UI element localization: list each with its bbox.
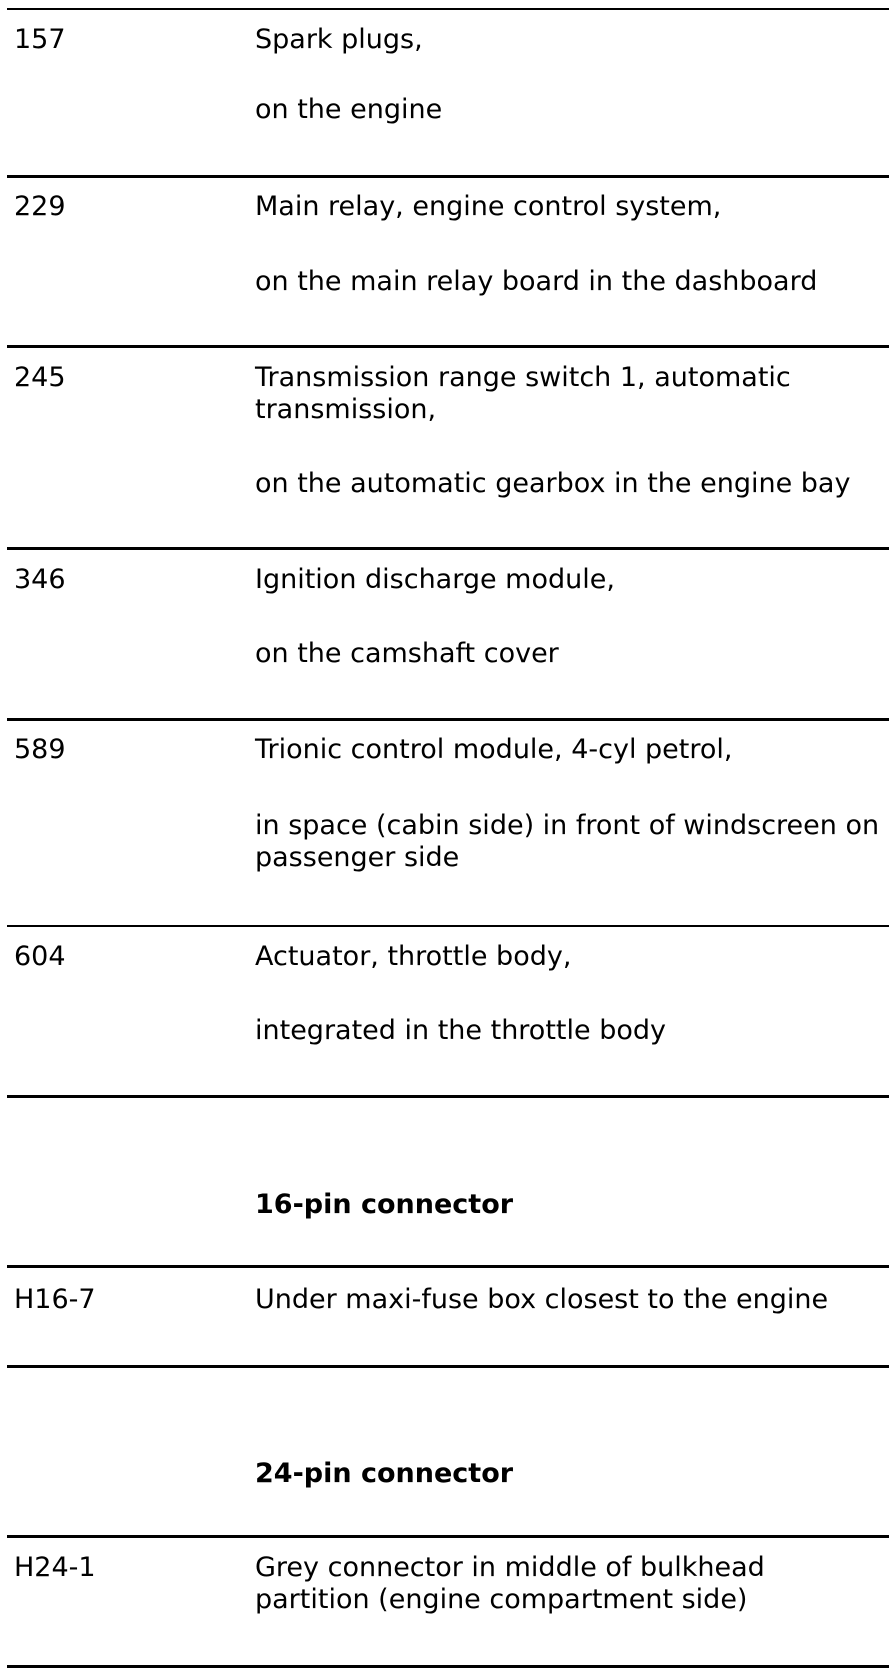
row-divider — [7, 547, 889, 550]
component-name: Trionic control module, 4-cyl petrol, — [255, 734, 733, 765]
row-divider — [7, 1665, 889, 1668]
component-code: 589 — [14, 734, 66, 765]
row-divider — [7, 1265, 889, 1268]
component-code: 604 — [14, 941, 66, 972]
connector-code: H16-7 — [14, 1284, 96, 1315]
component-location: on the main relay board in the dashboard — [255, 266, 818, 297]
row-divider — [7, 1095, 889, 1098]
component-code: 229 — [14, 191, 66, 222]
component-location: integrated in the throttle body — [255, 1015, 666, 1046]
row-divider — [7, 1535, 889, 1538]
component-code: 157 — [14, 24, 66, 55]
section-heading-24-pin: 24-pin connector — [255, 1458, 514, 1489]
component-code: 346 — [14, 564, 66, 595]
component-name: Ignition discharge module, — [255, 564, 615, 595]
section-heading-16-pin: 16-pin connector — [255, 1189, 514, 1220]
component-code: 245 — [14, 362, 66, 393]
row-divider — [7, 925, 889, 927]
row-divider — [7, 8, 889, 10]
row-divider — [7, 175, 889, 178]
connector-code: H24-1 — [14, 1552, 96, 1583]
component-name: Transmission range switch 1, automatic transmission, — [255, 362, 791, 425]
row-divider — [7, 345, 889, 348]
component-location: on the engine — [255, 94, 443, 125]
component-name: Main relay, engine control system, — [255, 191, 722, 222]
row-divider — [7, 718, 889, 721]
component-name: Spark plugs, — [255, 24, 423, 55]
component-location: on the automatic gearbox in the engine bay — [255, 468, 851, 499]
component-location: in space (cabin side) in front of windscreen on passenger side — [255, 810, 880, 873]
connector-location: Under maxi-fuse box closest to the engine — [255, 1284, 829, 1315]
component-location: on the camshaft cover — [255, 638, 559, 669]
row-divider — [7, 1365, 889, 1368]
component-name: Actuator, throttle body, — [255, 941, 572, 972]
connector-location: Grey connector in middle of bulkhead partition (engine compartment side) — [255, 1552, 765, 1615]
